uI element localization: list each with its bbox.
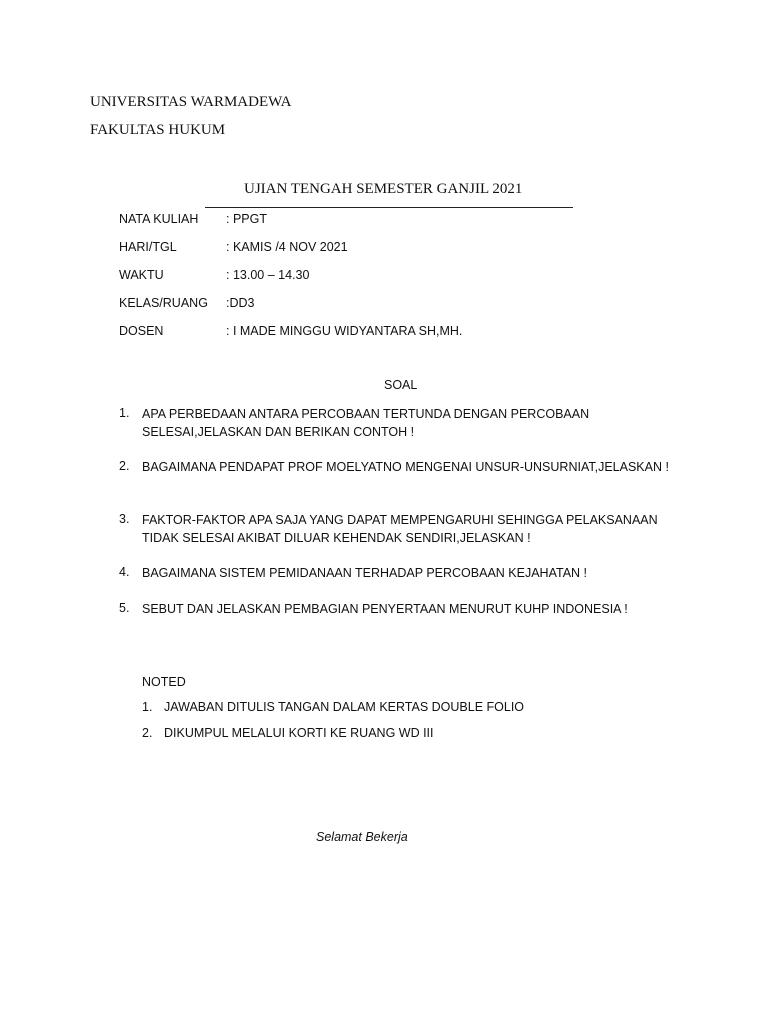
- question-text: BAGAIMANA PENDAPAT PROF MOELYATNO MENGENAI UNSUR-UNSURNIAT,JELASKAN !: [142, 460, 669, 474]
- info-label: DOSEN: [119, 324, 164, 338]
- closing-text: Selamat Bekerja: [316, 830, 408, 844]
- question-text: APA PERBEDAAN ANTARA PERCOBAAN TERTUNDA DENGAN PERCOBAAN SELESAI,JELASKAN DAN BERIKAN CONTOH !: [142, 407, 590, 439]
- info-value: : I MADE MINGGU WIDYANTARA SH,MH.: [226, 324, 463, 338]
- info-value: : 13.00 – 14.30: [226, 268, 310, 282]
- soal-heading: SOAL: [384, 378, 418, 392]
- title-underline: [205, 207, 573, 208]
- noted-heading: NOTED: [142, 675, 186, 689]
- question-number: 3.: [119, 512, 130, 526]
- info-label: NATA KULIAH: [119, 212, 199, 226]
- note-text: JAWABAN DITULIS TANGAN DALAM KERTAS DOUBLE FOLIO: [164, 700, 525, 714]
- question-number: 1.: [119, 406, 130, 420]
- info-value: :DD3: [226, 296, 255, 310]
- info-label: WAKTU: [119, 268, 164, 282]
- question-text: BAGAIMANA SISTEM PEMIDANAAN TERHADAP PERCOBAAN KEJAHATAN !: [142, 566, 588, 580]
- note-number: 1.: [142, 700, 153, 714]
- university-name: UNIVERSITAS WARMADEWA: [90, 94, 292, 110]
- info-value: : PPGT: [226, 212, 267, 226]
- note-number: 2.: [142, 726, 153, 740]
- question-number: 5.: [119, 601, 130, 615]
- exam-title: UJIAN TENGAH SEMESTER GANJIL 2021: [244, 181, 523, 197]
- question-number: 2.: [119, 459, 130, 473]
- note-text: DIKUMPUL MELALUI KORTI KE RUANG WD III: [164, 726, 434, 740]
- question-text: SEBUT DAN JELASKAN PEMBAGIAN PENYERTAAN MENURUT KUHP INDONESIA !: [142, 602, 628, 616]
- question-text: FAKTOR-FAKTOR APA SAJA YANG DAPAT MEMPENGARUHI SEHINGGA PELAKSANAAN TIDAK SELESAI AKIBAT DILUAR KEHENDAK SENDIRI,JELASKAN !: [142, 513, 658, 545]
- question-number: 4.: [119, 565, 130, 579]
- faculty-name: FAKULTAS HUKUM: [90, 122, 226, 138]
- info-label: KELAS/RUANG: [119, 296, 208, 310]
- info-value: : KAMIS /4 NOV 2021: [226, 240, 348, 254]
- info-label: HARI/TGL: [119, 240, 177, 254]
